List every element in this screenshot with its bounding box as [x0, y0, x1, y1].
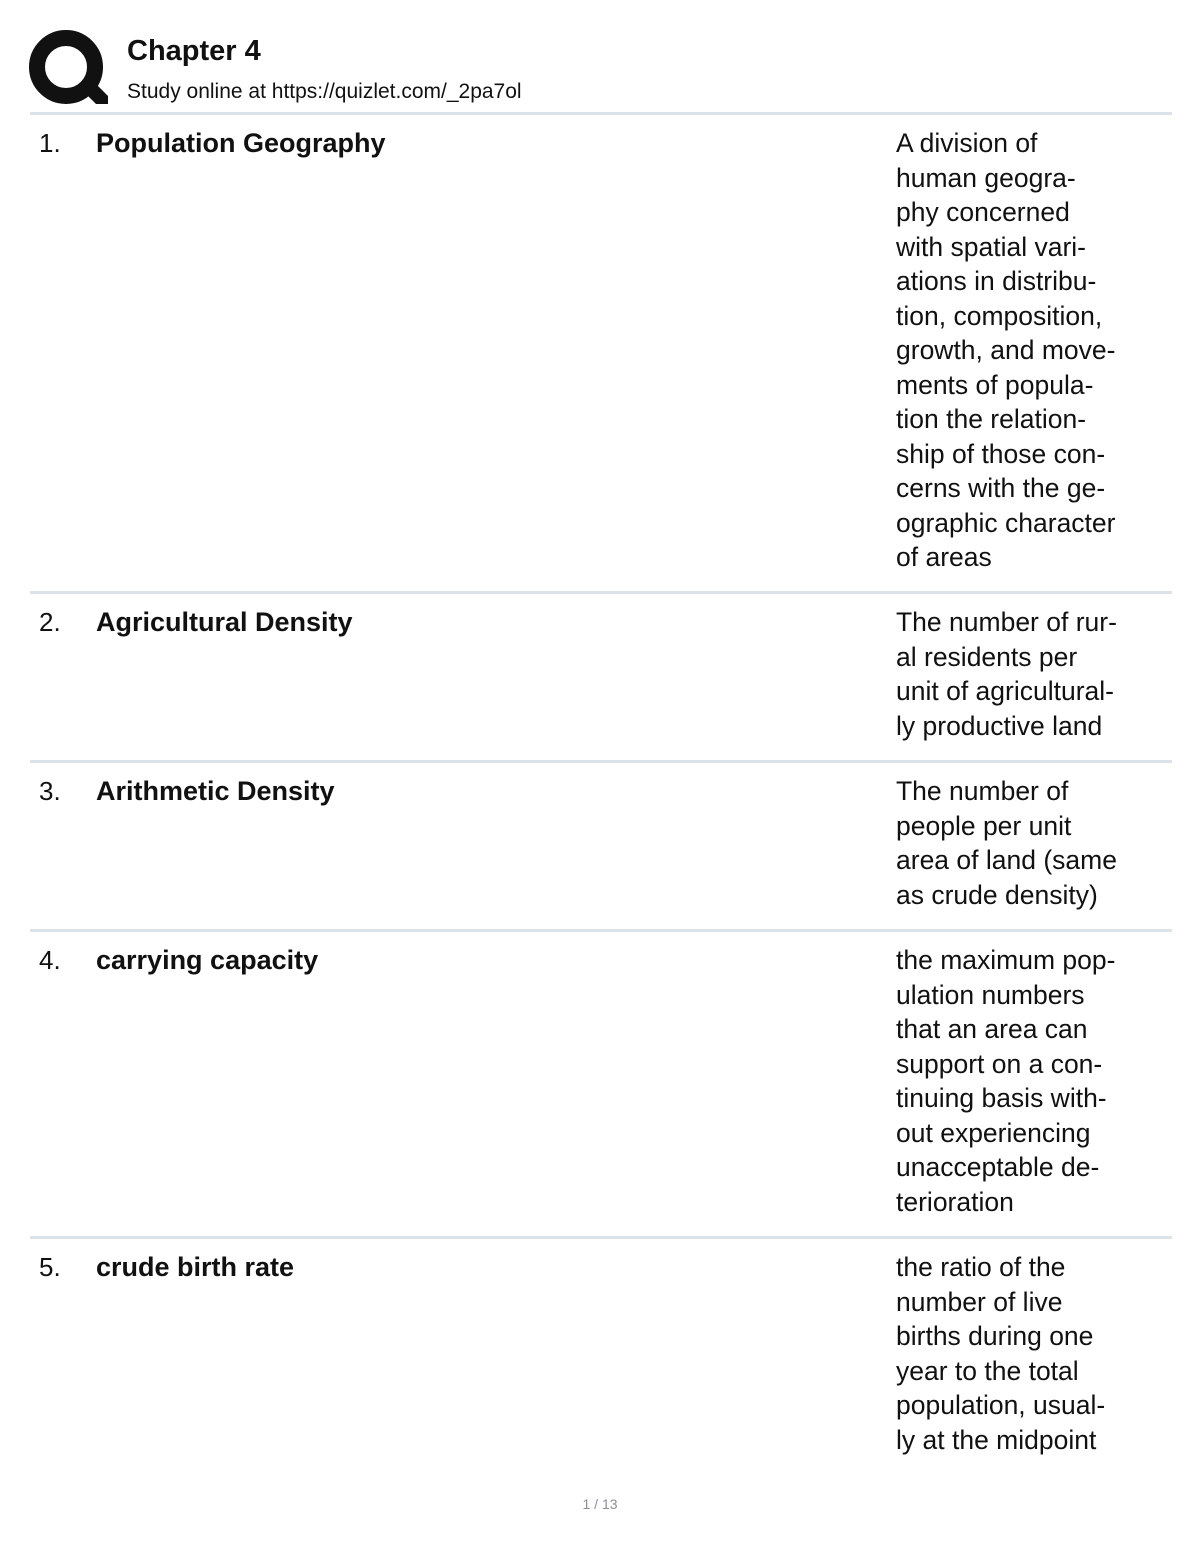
card-number: 2. [39, 607, 61, 637]
card-term: Agricultural Density [96, 607, 353, 637]
definition-line: area of land (same [896, 845, 1117, 875]
definition-line: births during one [896, 1321, 1094, 1351]
card-term: Arithmetic Density [96, 776, 335, 806]
definition-line: ship of those con- [896, 438, 1106, 469]
card-definition [896, 605, 1166, 743]
definition-line: tion, composition, [896, 300, 1103, 331]
definition-line: support on a con- [896, 1048, 1103, 1079]
card-term: carrying capacity [96, 945, 319, 975]
definition-line: that an area can [896, 1014, 1088, 1044]
definition-line: as crude density) [896, 879, 1098, 910]
card-definition [896, 126, 1166, 575]
definition-line: tion the relation- [896, 404, 1087, 434]
card-term: crude birth rate [96, 1252, 295, 1282]
definition-line: of areas [896, 542, 992, 572]
definition-line: ments of popula- [896, 369, 1094, 400]
definition-line: year to the total [896, 1355, 1079, 1386]
definition-line: number of live [896, 1286, 1063, 1317]
definition-line: cerns with the ge- [896, 473, 1106, 503]
card-number: 1. [39, 128, 61, 158]
card-term: Population Geography [96, 128, 386, 158]
definition-line: with spatial vari- [896, 231, 1086, 262]
definition-line: al residents per [896, 641, 1078, 672]
definition-line: ations in distribu- [896, 266, 1097, 296]
definition-line: ographic character [896, 507, 1116, 538]
card-number: 4. [39, 945, 61, 975]
card-definition [896, 943, 1166, 1219]
quizlet-logo-icon [28, 30, 108, 108]
definition-line: A division of [896, 128, 1038, 158]
definition-line: ly at the midpoint [896, 1424, 1097, 1455]
definition-line: The number of rur- [896, 607, 1117, 637]
definition-line: growth, and move- [896, 335, 1116, 365]
definition-line: tinuing basis with- [896, 1083, 1107, 1113]
definition-line: the maximum pop- [896, 945, 1116, 975]
definition-line: The number of [896, 776, 1069, 806]
page-title: Chapter 4 [127, 35, 261, 67]
definition-line: people per unit [896, 810, 1072, 841]
divider [30, 591, 1172, 594]
divider [30, 929, 1172, 932]
definition-line: unit of agricultural- [896, 676, 1114, 706]
card-number: 5. [39, 1252, 61, 1282]
divider [30, 1236, 1172, 1239]
definition-line: out experiencing [896, 1117, 1091, 1148]
definition-line: the ratio of the [896, 1252, 1066, 1282]
card-number: 3. [39, 776, 61, 806]
definition-line: population, usual- [896, 1390, 1106, 1420]
divider [30, 760, 1172, 763]
study-online-link[interactable]: Study online at https://quizlet.com/_2pa7ol [127, 80, 522, 103]
page-number: 1 / 13 [582, 1496, 618, 1512]
divider [30, 112, 1172, 115]
definition-line: unacceptable de- [896, 1152, 1100, 1182]
card-definition [896, 1250, 1166, 1457]
definition-line: human geogra- [896, 162, 1076, 193]
definition-line: terioration [896, 1186, 1014, 1217]
definition-line: phy concerned [896, 197, 1070, 227]
definition-line: ulation numbers [896, 979, 1085, 1010]
definition-line: ly productive land [896, 710, 1103, 741]
card-definition [896, 774, 1166, 912]
